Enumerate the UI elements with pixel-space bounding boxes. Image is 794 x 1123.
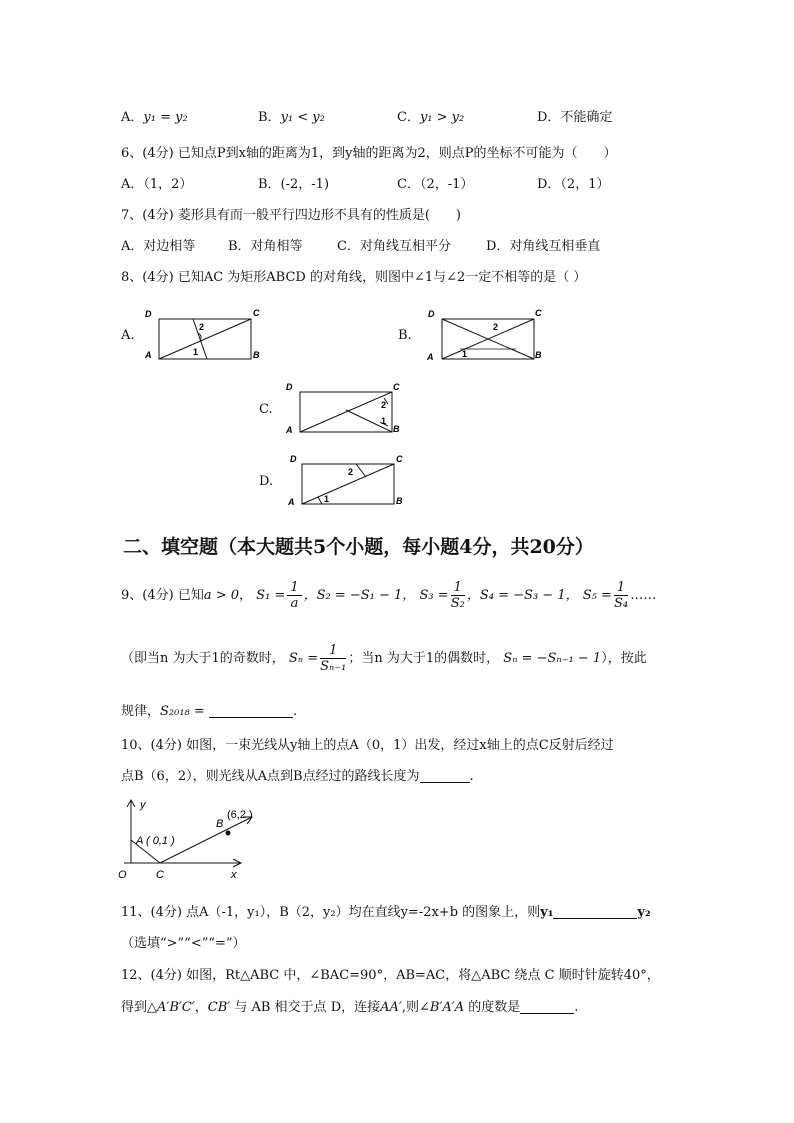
label-c: C: [393, 382, 400, 392]
q7-option-b: B．对角相等: [228, 239, 303, 254]
q8-option-d-label: D.: [259, 474, 274, 489]
q9-line-1: 9、(4分) 已知a > 0， S₁ = $\frac{1}{a}$ ，S₂ = −S₁ − 1， S₃ = $\frac{1}{\text{S₂}}$ ，S₄ = −S₃ − 1， S₅ = $\frac{1}{\text{S₄}}$ ……: [121, 580, 657, 611]
point-b-label: B: [216, 818, 224, 830]
q9-line-2: （即当n 为大于1的奇数时， Sₙ = $\frac{1}{\text{Sₙ₋₁}}$ ；当n 为大于1的偶数时， Sₙ = −Sₙ₋₁ − 1），按此: [121, 643, 647, 674]
q9-line-3: 规律，S₂₀₁₈ = .: [121, 704, 298, 719]
x-axis-label: x: [231, 869, 237, 881]
label-a: A: [288, 497, 295, 507]
q8-stem: 8、(4分) 已知AC 为矩形ABCD 的对角线，则图中∠1与∠2一定不相等的是（ ）: [121, 270, 587, 285]
q10-line-2: 点B（6，2），则光线从A点到B点经过的路线长度为 .: [121, 769, 474, 784]
point-b: [226, 831, 231, 836]
angle-1-label: 1: [381, 416, 387, 426]
angle-1-label: 1: [193, 347, 199, 357]
label-d: D: [428, 309, 435, 319]
label-c: C: [535, 308, 542, 318]
angle-2-label: 2: [199, 322, 205, 332]
label-b: B: [396, 496, 403, 506]
angle-2-label: 2: [348, 467, 354, 477]
q8-option-b-label: B.: [398, 328, 412, 343]
label-a: A: [145, 350, 152, 360]
point-c-label: C: [156, 869, 164, 881]
point-a-label: A ( 0,1 ): [136, 835, 175, 847]
label-b: B: [253, 350, 260, 360]
q11-answer-blank[interactable]: [553, 906, 637, 919]
q7-option-c: C．对角线互相平分: [337, 239, 451, 254]
label-b: B: [393, 424, 400, 434]
label-d: D: [145, 309, 152, 319]
q6-option-d: D．（2，1）: [537, 177, 610, 192]
point-b-coord: (6,2 ): [227, 809, 253, 821]
q7-option-d: D．对角线互相垂直: [486, 239, 601, 254]
q7-option-a: A．对边相等: [121, 239, 196, 254]
q6-option-c: C．（2，-1）: [397, 177, 474, 192]
origin-label: O: [118, 869, 127, 881]
y-axis-label: y: [140, 799, 146, 811]
q6-option-a: A．（1，2）: [121, 177, 193, 192]
angle-2-label: 2: [381, 400, 387, 410]
q8-figure-a: [140, 305, 270, 370]
q9-answer-blank[interactable]: [209, 705, 293, 718]
q8-option-a-label: A.: [121, 328, 135, 343]
label-d: D: [290, 454, 297, 464]
q8-option-c-label: C.: [259, 402, 273, 417]
q12-line-1: 12、(4分) 如图，Rt△ABC 中，∠BAC=90°，AB=AC，将△ABC 绕点 C 顺时针旋转40°，: [121, 968, 660, 983]
q8-figure-c: [280, 378, 410, 443]
q12-line-2: 得到△A′B′C′，CB′ 与 AB 相交于点 D，连接AA′,则∠B′A′A 的度数是 .: [121, 1000, 579, 1015]
q11-line-2: （选填“>”“<”“=”）: [121, 936, 246, 951]
label-b: B: [535, 350, 542, 360]
section-2-title: 二、填空题（本大题共5个小题，每小题4分，共20分）: [123, 536, 594, 558]
q8-figure-b: [420, 305, 550, 370]
q5-option-a: A．y₁ = y₂: [121, 110, 188, 125]
angle-2-label: 2: [493, 322, 499, 332]
q6-stem: 6、(4分) 已知点P到x轴的距离为1，到y轴的距离为2，则点P的坐标不可能为（ ）: [121, 146, 617, 161]
angle-1-label: 1: [324, 494, 330, 504]
q12-answer-blank[interactable]: [520, 1001, 574, 1014]
q10-answer-blank[interactable]: [420, 770, 470, 783]
label-c: C: [396, 454, 403, 464]
label-d: D: [286, 382, 293, 392]
label-c: C: [253, 308, 260, 318]
q5-option-c: C．y₁ > y₂: [397, 110, 465, 125]
q7-stem: 7、(4分) 菱形具有而一般平行四边形不具有的性质是( ): [121, 208, 461, 223]
label-a: A: [427, 352, 434, 362]
q10-line-1: 10、(4分) 如图，一束光线从y轴上的点A（0，1）出发，经过x轴上的点C反射后经过: [121, 738, 614, 753]
q11-line-1: 11、(4分) 点A（-1，y₁），B（2，y₂）均在直线y=-2x+b 的图象上，则y₁ y₂: [121, 905, 651, 920]
q6-option-b: B．(-2，-1): [258, 177, 330, 192]
q10-figure: [112, 796, 272, 886]
label-a: A: [286, 425, 293, 435]
q8-figure-d: [282, 450, 412, 515]
angle-1-label: 1: [462, 349, 468, 359]
q5-option-b: B．y₁ < y₂: [258, 110, 325, 125]
q5-option-d: D．不能确定: [537, 110, 613, 125]
